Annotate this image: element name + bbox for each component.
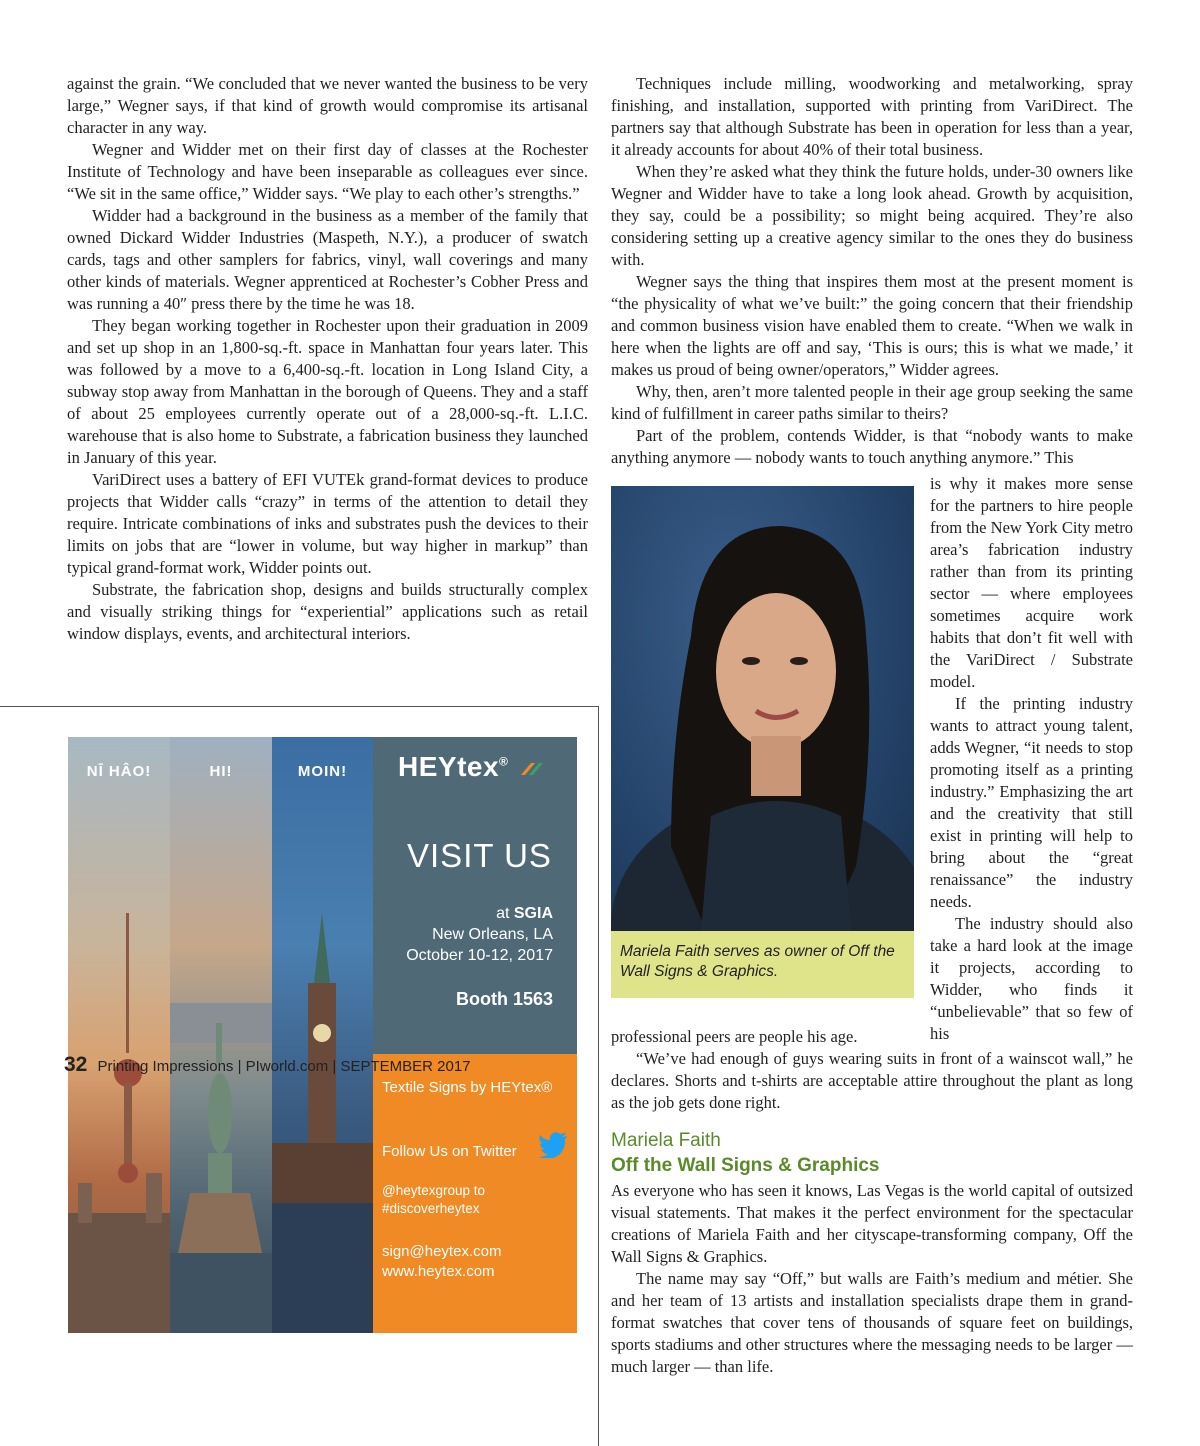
hamburg-strip xyxy=(272,737,373,1333)
booth-number: Booth 1563 xyxy=(455,989,553,1009)
ad-border-top xyxy=(0,706,598,707)
publication-site: PIworld.com xyxy=(245,1058,329,1075)
greeting-chinese: NĪ HÂO! xyxy=(86,763,152,780)
right-article-column xyxy=(611,73,1133,469)
portrait-photo xyxy=(611,486,914,931)
paragraph: Wegner and Widder met on their first day of classes at the Rochester Institute of Technology and have been inseparable as colleagues ever since. “We sit in the same office,” Widder says. “We play to each other’s strengths.” xyxy=(67,140,588,203)
publication-name: Printing Impressions xyxy=(97,1058,234,1075)
page-folio: 32 Printing Impressions | PIworld.com | SEPTEMBER 2017 xyxy=(64,1053,471,1076)
shanghai-strip xyxy=(68,737,170,1333)
paragraph: VariDirect uses a battery of EFI VUTEk grand-format devices to produce projects that Widder calls “crazy” in terms of the attention to detail they require. Intricate combinations of inks and substrates push the devices to their limits on jobs that are “lower in volume, but way higher in markup” than typical grand-format work, Widder points out. xyxy=(67,470,588,577)
ad-contact-panel xyxy=(373,1054,577,1333)
paragraph: Widder had a background in the business as a member of the family that owned Dickard Widder Industries (Maspeth, N.Y.), a producer of swatch cards, tags and other samplers for fabrics, vinyl, wall coverings and many other kinds of materials. Wegner apprenticed at Rochester’s Cobher Press and was running a 40″ press there by the time he was 18. xyxy=(67,206,588,313)
paragraph: When they’re asked what they think the future holds, under-30 owners like Wegner and Widder have to take a long look ahead. Growth by acquisition, they say, could be a possibility; so might being acquired. They’re also considering setting up a creative agency similar to the ones they do business with. xyxy=(611,162,1133,269)
heytex-advertisement xyxy=(68,737,577,1333)
paragraph: The industry should also take a hard look at the image it projects, according to Widder, who finds it “unbelievable” that so few of his xyxy=(930,914,1133,1043)
paragraph: Part of the problem, contends Widder, is that “nobody wants to make anything anymore — nobody wants to touch anything anymore.” This xyxy=(611,426,1133,467)
statue-of-liberty-illustration xyxy=(170,913,272,1333)
ad-email[interactable]: sign@heytex.com xyxy=(382,1243,502,1260)
paragraph: Why, then, aren’t more talented people in their age group seeking the same kind of fulfillment in career paths similar to theirs? xyxy=(611,382,1133,423)
profile-company-heading: Off the Wall Signs & Graphics xyxy=(611,1155,880,1176)
greeting-german: MOIN! xyxy=(297,763,348,780)
paragraph: is why it makes more sense for the partners to hire people from the New York City metro area’s fabrication industry rather than from its printing sector — where employees sometimes acquire work habits that don’t fit well with the VariDirect / Substrate model. xyxy=(930,474,1133,691)
paragraph: professional peers are people his age. xyxy=(611,1027,858,1046)
paragraph: Wegner says the thing that inspires them most at the present moment is “the physicality of what we’ve built:” the going concern that their friendship and common business vision have enabled them to create. “When we walk in here when the lights are off and say, ‘This is ours; this is what we made,’ it makes us proud of being owner/operators,” Widder agrees. xyxy=(611,272,1133,379)
tower-illustration xyxy=(68,853,170,1333)
left-article-column xyxy=(67,73,588,645)
paragraph: If the printing industry wants to attract young talent, adds Wegner, “it needs to stop promoting itself as a printing industry.” Emphasizing the art and the creativity that still exist in printing will help to bring about the “great renaissance” the industry needs. xyxy=(930,694,1133,911)
ad-tagline: Textile Signs by HEYtex® xyxy=(382,1079,553,1096)
ad-website[interactable]: www.heytex.com xyxy=(382,1263,495,1280)
twitter-hashtag: #discoverheytex xyxy=(382,1201,480,1216)
clock-tower-illustration xyxy=(272,873,373,1333)
issue-date: SEPTEMBER 2017 xyxy=(340,1058,471,1075)
photo-caption: Mariela Faith serves as owner of Off the Wall Signs & Graphics. xyxy=(611,931,914,998)
paragraph: As everyone who has seen it knows, Las Vegas is the world capital of outsized visual statements. That makes it the perfect environment for the spectacular creations of Mariela Faith and her cityscape-transforming company, Off the Wall Signs & Graphics. xyxy=(611,1181,1133,1266)
twitter-bird-icon xyxy=(539,1132,569,1158)
wrap-text-column xyxy=(930,473,1133,1045)
ad-info-panel xyxy=(373,737,577,1054)
new-york-strip xyxy=(170,737,272,1333)
paragraph: “We’ve had enough of guys wearing suits in front of a wainscot wall,” he declares. Shorts and t-shirts are acceptable attire throughout the plant as long as the job gets done right. xyxy=(611,1049,1133,1112)
right-article-continued xyxy=(611,1026,1133,1114)
paragraph: They began working together in Rochester upon their graduation in 2009 and set up shop in an 1,800-sq.-ft. space in Manhattan four years later. This was followed by a move to a 6,400-sq.-ft. location in Long Island City, a subway stop away from Manhattan in the borough of Queens. They and a staff of about 25 employees currently operate out of a 28,000-sq.-ft. L.I.C. warehouse that is also home to Substrate, a fabrication business they launched in January of this year. xyxy=(67,316,588,467)
event-details: at SGIA New Orleans, LA October 10-12, 2017 xyxy=(406,905,553,964)
paragraph: Techniques include milling, woodworking and metalworking, spray finishing, and installation, supported with printing from VariDirect. The partners say that although Substrate has been in operation for less than a year, it already accounts for about 40% of their total business. xyxy=(611,74,1133,159)
paragraph: against the grain. “We concluded that we never wanted the business to be very large,” Wegner says, if that kind of growth would compromise its artisanal character in any way. xyxy=(67,74,588,137)
profile-article-body xyxy=(611,1180,1133,1378)
portrait-illustration xyxy=(611,486,914,931)
page-number: 32 xyxy=(64,1053,88,1076)
profile-name-heading: Mariela Faith xyxy=(611,1130,721,1151)
heytex-logo: HEYtex® xyxy=(398,751,545,783)
paragraph: Substrate, the fabrication shop, designs and builds structurally complex and visually striking things for “experiential” applications such as retail window displays, events, and architectural interiors. xyxy=(67,580,588,643)
paragraph: The name may say “Off,” but walls are Faith’s medium and métier. She and her team of 13 artists and installation specialists drape them in grand-format swatches that cover tens of thousands of square feet on buildings, sports stadiums and other structures where the messaging needs to be larger — much larger — than life. xyxy=(611,1269,1133,1376)
ad-headline: VISIT US xyxy=(407,837,552,874)
twitter-prompt: Follow Us on Twitter xyxy=(382,1143,517,1160)
greeting-english: HI! xyxy=(209,763,233,780)
heytex-logo-mark-icon xyxy=(517,761,545,777)
twitter-handle: @heytexgroup to xyxy=(382,1183,486,1198)
ad-border-right xyxy=(598,706,599,1446)
